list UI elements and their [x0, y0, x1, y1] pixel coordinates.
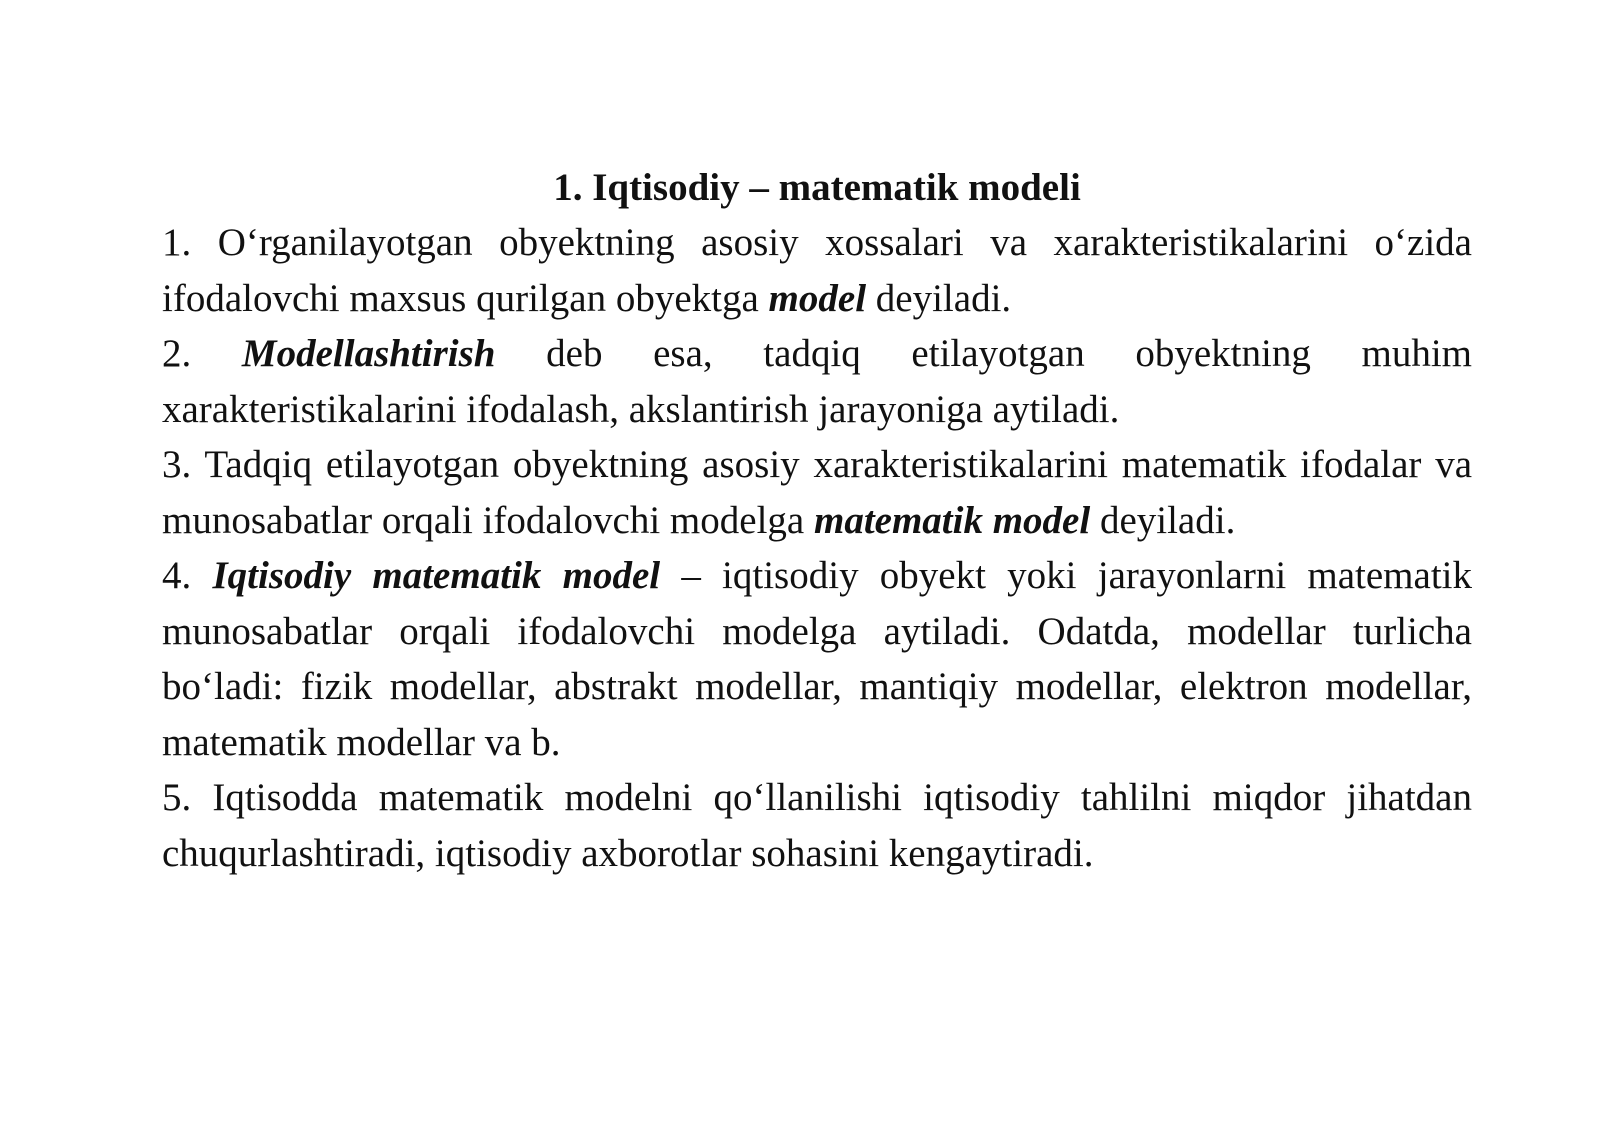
term-model: model — [768, 276, 867, 320]
paragraph-4-text-b: – iqtisodiy obyekt yoki jarayonlarni matematik munosabatlar orqali ifodalovchi modelga aytiladi. Odatda, modellar turlicha bo‘ladi: fizik modellar, abstrakt modellar, mantiqiy modellar, elektron modellar, matematik modellar va b. — [162, 554, 1472, 764]
page-title: 1. Iqtisodiy – matematik modeli — [553, 166, 1081, 209]
paragraph-1 — [162, 215, 1472, 326]
paragraph-4 — [162, 548, 1472, 770]
paragraph-4-text-a: 4. — [162, 554, 213, 597]
paragraph-5-text: 5. Iqtisodda matematik modelni qo‘llanilishi iqtisodiy tahlilni miqdor jihatdan chuqurlashtiradi, iqtisodiy axborotlar sohasini kengaytiradi. — [162, 776, 1472, 875]
paragraph-3 — [162, 437, 1472, 548]
term-iqtisodiy-matematik-model: Iqtisodiy matematik model — [212, 554, 661, 597]
term-matematik-model: matematik model — [813, 498, 1091, 542]
paragraph-5 — [162, 770, 1472, 881]
document-page — [162, 160, 1472, 881]
paragraph-2 — [162, 326, 1472, 437]
paragraph-1-text-b: deyiladi. — [866, 276, 1012, 320]
term-modellashtirish: Modellashtirish — [241, 332, 496, 375]
paragraph-3-text-b: deyiladi. — [1090, 498, 1236, 542]
paragraph-2-text-a: 2. — [162, 332, 242, 375]
paragraph-1-text-a: 1. O‘rganilayotgan obyektning asosiy xossalari va xarakteristikalarini o‘zida ifodalovchi maxsus qurilgan obyektga — [162, 221, 1472, 320]
paragraph-2-text-b: deb esa, tadqiq etilayotgan obyektning muhim xarakteristikalarini ifodalash, akslantirish jarayoniga aytiladi. — [162, 332, 1472, 431]
paragraph-3-text-a: 3. Tadqiq etilayotgan obyektning asosiy xarakteristikalarini matematik ifodalar va munosabatlar orqali ifodalovchi modelga — [162, 443, 1472, 542]
